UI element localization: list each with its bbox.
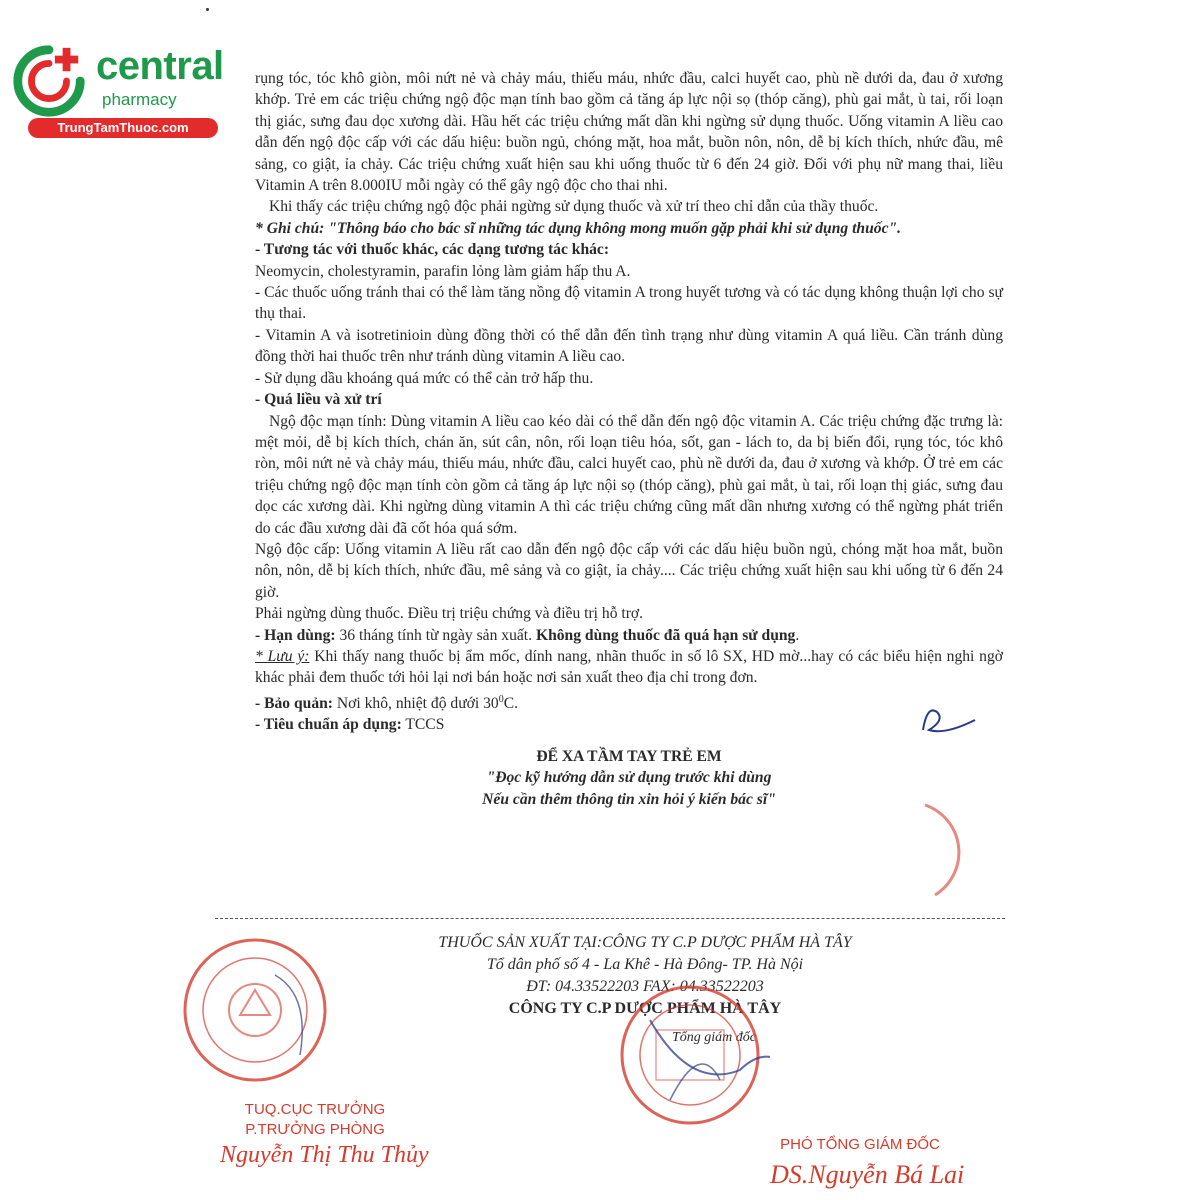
brand-name: central <box>96 44 224 88</box>
interaction-line: - Vitamin A và isotretinioin dùng đồng thời có thể dẫn đến tình trạng như dùng vitamin A quá liều. Cần tránh dùng đồng thời hai thuốc trên như tránh dùng vitamin A liều cao. <box>255 326 1003 366</box>
shelf-life-text: 36 tháng tính từ ngày sản xuất. <box>335 626 536 644</box>
company-stamp-icon <box>610 980 770 1130</box>
ask-doctor-line: Nếu cần thêm thông tin xin hỏi ý kiến bác sĩ" <box>482 790 776 808</box>
director-label: Tổng giám đốc <box>672 1030 756 1045</box>
shelf-life-line: - Hạn dùng: 36 tháng tính từ ngày sản xuất. Không dùng thuốc đã quá hạn sử dụng. <box>255 626 800 644</box>
left-title-1: TUQ.CỤC TRƯỞNG <box>244 1101 386 1118</box>
brand-url[interactable]: TrungTamThuoc.com <box>28 118 218 138</box>
manufacturer-line: THUỐC SẢN XUẤT TẠI:CÔNG TY C.P DƯỢC PHẨM HÀ TÂY <box>438 934 852 951</box>
left-signature-name: Nguyễn Thị Thu Thủy <box>220 1142 429 1168</box>
company-name: CÔNG TY C.P DƯỢC PHẨM HÀ TÂY <box>508 1000 782 1017</box>
central-pharmacy-logo-icon <box>10 42 88 120</box>
shelf-life-warning: Không dùng thuốc đã quá hạn sử dụng <box>535 626 796 644</box>
caution-label: * Lưu ý: <box>255 647 310 665</box>
note-paragraph: * Ghi chú: "Thông báo cho bác sĩ những tác dụng không mong muốn gặp phải khi sử dụng thuốc". <box>255 219 902 237</box>
manufacturer-phone: ĐT: 04.33522203 FAX: 04.33522203 <box>526 978 764 995</box>
approval-stamp-icon <box>180 935 330 1085</box>
standard-label: - Tiêu chuẩn áp dụng: <box>255 716 402 734</box>
overdose-paragraph: Ngộ độc cấp: Uống vitamin A liều rất cao dẫn đến ngộ độc cấp với các dấu hiệu buồn ngủ, chóng mặt hoa mắt, buồn nôn, nôn, dễ bị kích thích, nhức đầu, mê sảng và co giật, ỉa chảy.... Các triệu chứng xuất hiện sau khi uống từ 6 đến 24 giờ. <box>255 540 1003 601</box>
interaction-line: - Các thuốc uống tránh thai có thể làm tăng nồng độ vitamin A trong huyết tương và có tác dụng không thuận lợi cho sự thụ thai. <box>255 284 1003 323</box>
side-effects-paragraph: rụng tóc, tóc khô giòn, môi nứt nẻ và chảy máu, thiếu máu, nhức đầu, calci huyết cao, phù nề dưới da, đau ở xương khớp. Trẻ em các triệu chứng ngộ độc mạn tính bao gồm cả tăng áp lực nội sọ (thóp căng), phù gai mắt, ù tai, rối loạn thị giác, sưng đau dọc xương dài. Hầu hết các triệu chứng mất dần khi ngừng sử dụng thuốc. Uống vitamin A liều cao dẫn đến ngộ độc cấp với các dấu hiệu: buồn ngủ, chóng mặt, hoa mắt, buồn nôn, nôn, dễ bị kích thích, nhức đầu, mê sảng, co giật, ỉa chảy. Các triệu chứng xuất hiện sau khi uống thuốc từ 6 đến 24 giờ. Đối với phụ nữ mang thai, liều Vitamin A trên 8.000IU mỗi ngày có thể gây ngộ độc cho thai nhi. <box>255 70 1003 195</box>
manufacturer-address: Tổ dân phố số 4 - La Khê - Hà Đông- TP. Hà Nội <box>486 956 804 973</box>
leaflet-body <box>255 68 1003 810</box>
overdose-paragraph: Ngộ độc mạn tính: Dùng vitamin A liều cao kéo dài có thể dẫn đến ngộ độc vitamin A. Các triệu chứng đặc trưng là: mệt mỏi, dễ bị kích thích, chán ăn, sút cân, nôn, rối loạn tiêu hóa, sốt, gan - lách to, da bị biến đổi, rụng tóc, tóc khô ròn, môi nứt nẻ và chảy máu, thiếu máu, nhức đầu, calci huyết cao, phù nề dưới da, đau ở xương và khớp. Ở trẻ em các triệu chứng ngộ độc mạn tính còn gồm cả tăng áp lực nội sọ (thóp căng), phù gai mắt, ù tai, rối loạn thị giác, sưng đau dọc các xương dài. Khi ngừng dùng vitamin A thì các triệu chứng cũng mất dần nhưng xương có thể ngừng phát triển do các đầu xương dài đã cốt hóa quá sớm. <box>255 412 1003 537</box>
shelf-life-label: - Hạn dùng: <box>255 626 336 644</box>
brand-logo <box>10 38 224 138</box>
margin-stamp-icon <box>915 800 985 900</box>
scan-dot <box>206 8 209 11</box>
storage-line: - Bảo quản: Nơi khô, nhiệt độ dưới $30^0C$. <box>255 693 519 712</box>
storage-text: Nơi khô, nhiệt độ dưới 30 <box>333 694 499 712</box>
storage-label: - Bảo quản: <box>255 694 333 712</box>
caution-text: Khi thấy nang thuốc bị ẩm mốc, dính nang, nhãn thuốc in số lô SX, HD mờ...hay có các biểu hiện nghi ngờ khác phải đem thuốc tới hỏi lại nơi bán hoặc nơi sản xuất theo địa chỉ trong đơn. <box>255 647 1003 687</box>
overdose-paragraph: Phải ngừng dùng thuốc. Điều trị triệu chứng và điều trị hỗ trợ. <box>255 605 644 623</box>
caution-line <box>255 646 1003 689</box>
brand-subtitle: pharmacy <box>102 90 177 109</box>
overdose-heading: - Quá liều và xử trí <box>255 391 382 409</box>
storage-unit: C. <box>503 694 519 712</box>
right-signature-name: DS.Nguyễn Bá Lai <box>770 1160 965 1189</box>
interaction-line: Neomycin, cholestyramin, parafin lỏng làm giảm hấp thu A. <box>255 262 631 280</box>
standard-line <box>255 714 1003 735</box>
footer-divider <box>215 918 1005 919</box>
read-instructions-line: "Đọc kỹ hướng dẫn sử dụng trước khi dùng <box>486 769 772 787</box>
interactions-heading: - Tương tác với thuốc khác, các dạng tương tác khác: <box>255 241 610 259</box>
left-signatory-title <box>220 1100 410 1140</box>
stop-use-paragraph: Khi thấy các triệu chứng ngộ độc phải ngừng sử dụng thuốc và xử trí theo chỉ dẫn của thầy thuốc. <box>269 198 879 216</box>
interaction-line: - Sử dụng dầu khoáng quá mức có thể cản trở hấp thu. <box>255 369 594 387</box>
right-signatory-title: PHÓ TỔNG GIÁM ĐỐC <box>780 1136 940 1153</box>
initial-signature-icon <box>915 700 985 745</box>
keep-away-line: ĐỂ XA TẦM TAY TRẺ EM <box>536 747 722 765</box>
standard-text: TCCS <box>401 716 445 734</box>
left-title-2: P.TRƯỞNG PHÒNG <box>245 1121 385 1138</box>
